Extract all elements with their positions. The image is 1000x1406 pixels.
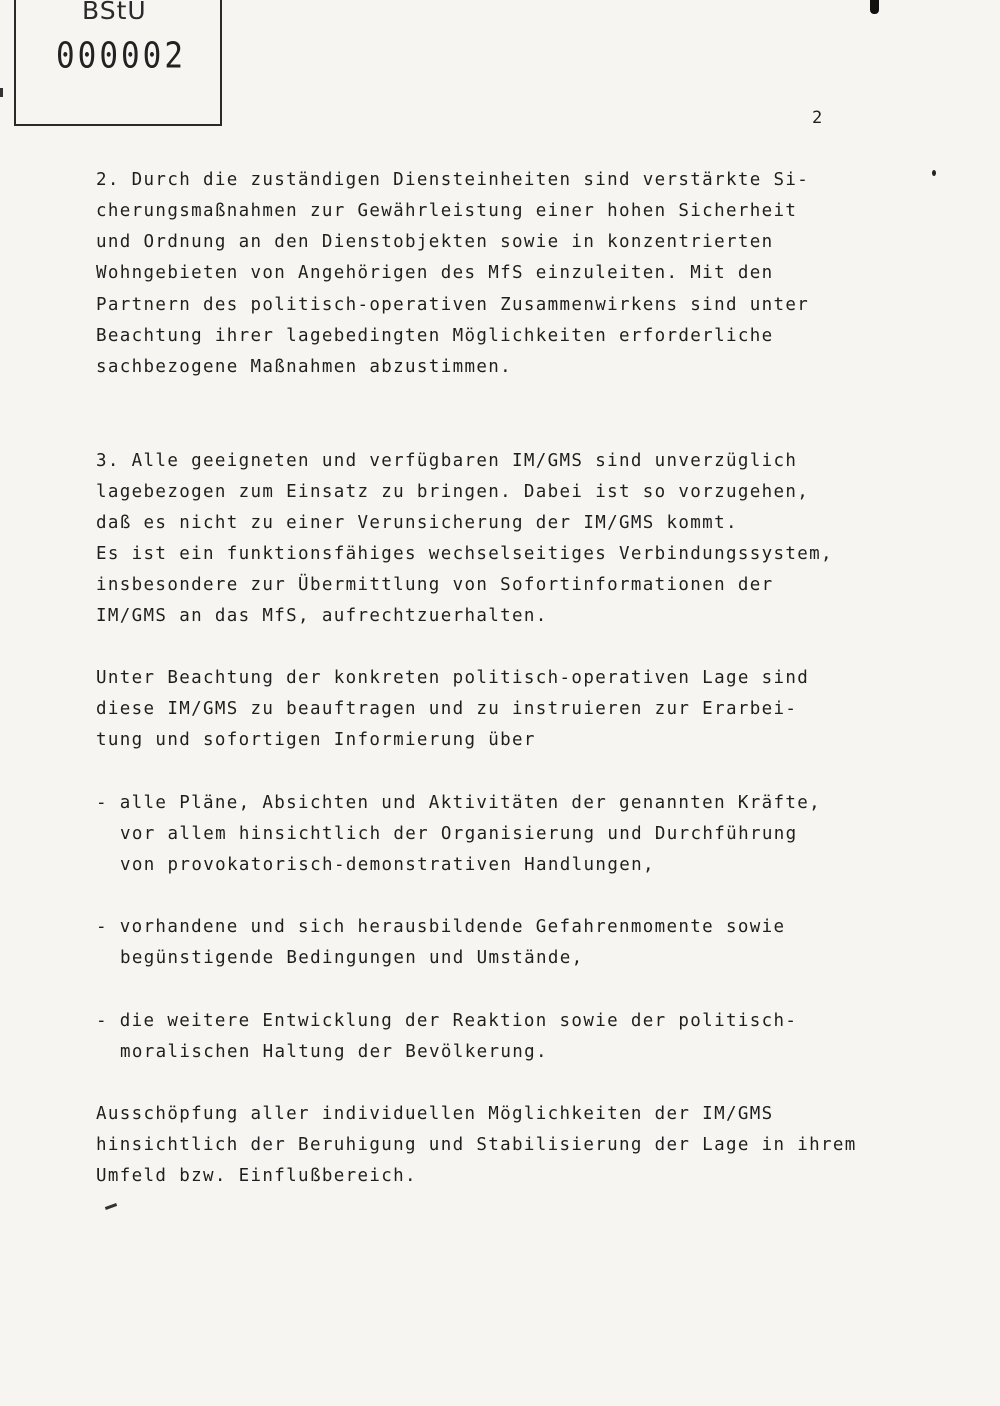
bullet-3-line: - die weitere Entwicklung der Reaktion sowie der politisch- bbox=[96, 1011, 798, 1031]
ink-dot bbox=[932, 170, 936, 176]
ink-dash bbox=[105, 1203, 117, 1210]
section-2-line: Partnern des politisch-operativen Zusammenwirkens sind unter bbox=[96, 295, 810, 315]
closing-line: hinsichtlich der Beruhigung und Stabilisierung der Lage in ihrem bbox=[96, 1135, 857, 1155]
section-3-line: 3. Alle geeigneten und verfügbaren IM/GMS sind unverzüglich bbox=[96, 451, 798, 471]
archive-stamp bbox=[14, 0, 222, 126]
intro-line: tung und sofortigen Informierung über bbox=[96, 730, 536, 750]
intro-line: diese IM/GMS zu beauftragen und zu instruieren zur Erarbei- bbox=[96, 699, 798, 719]
closing-line: Ausschöpfung aller individuellen Möglichkeiten der IM/GMS bbox=[96, 1104, 774, 1124]
bullet-1-line: von provokatorisch-demonstrativen Handlungen, bbox=[120, 855, 655, 875]
section-2-line: und Ordnung an den Dienstobjekten sowie in konzentrierten bbox=[96, 232, 774, 252]
stamp-number: 000002 bbox=[56, 35, 186, 77]
closing-line: Umfeld bzw. Einflußbereich. bbox=[96, 1166, 417, 1186]
section-3-line: IM/GMS an das MfS, aufrechtzuerhalten. bbox=[96, 606, 548, 626]
intro-line: Unter Beachtung der konkreten politisch-operativen Lage sind bbox=[96, 668, 810, 688]
section-3-line: lagebezogen zum Einsatz zu bringen. Dabei ist so vorzugehen, bbox=[96, 482, 810, 502]
section-2-line: 2. Durch die zuständigen Diensteinheiten sind verstärkte Si- bbox=[96, 170, 810, 190]
section-3-line: daß es nicht zu einer Verunsicherung der IM/GMS kommt. bbox=[96, 513, 738, 533]
bullet-1-line: vor allem hinsichtlich der Organisierung und Durchführung bbox=[120, 824, 798, 844]
bullet-2-line: - vorhandene und sich herausbildende Gefahrenmomente sowie bbox=[96, 917, 786, 937]
bullet-3-line: moralischen Haltung der Bevölkerung. bbox=[120, 1042, 548, 1062]
ink-mark bbox=[870, 0, 879, 14]
margin-mark bbox=[0, 88, 3, 97]
section-2-line: Wohngebieten von Angehörigen des MfS einzuleiten. Mit den bbox=[96, 263, 774, 283]
section-3-line: insbesondere zur Übermittlung von Sofortinformationen der bbox=[96, 575, 774, 595]
bullet-1-line: - alle Pläne, Absichten und Aktivitäten der genannten Kräfte, bbox=[96, 793, 822, 813]
stamp-label: BStU bbox=[82, 0, 147, 25]
page-number: 2 bbox=[812, 108, 823, 128]
section-2-line: cherungsmaßnahmen zur Gewährleistung einer hohen Sicherheit bbox=[96, 201, 798, 221]
bullet-2-line: begünstigende Bedingungen und Umstände, bbox=[120, 948, 584, 968]
section-3-line: Es ist ein funktionsfähiges wechselseitiges Verbindungssystem, bbox=[96, 544, 833, 564]
section-2-line: sachbezogene Maßnahmen abzustimmen. bbox=[96, 357, 513, 377]
section-2-line: Beachtung ihrer lagebedingten Möglichkeiten erforderliche bbox=[96, 326, 774, 346]
